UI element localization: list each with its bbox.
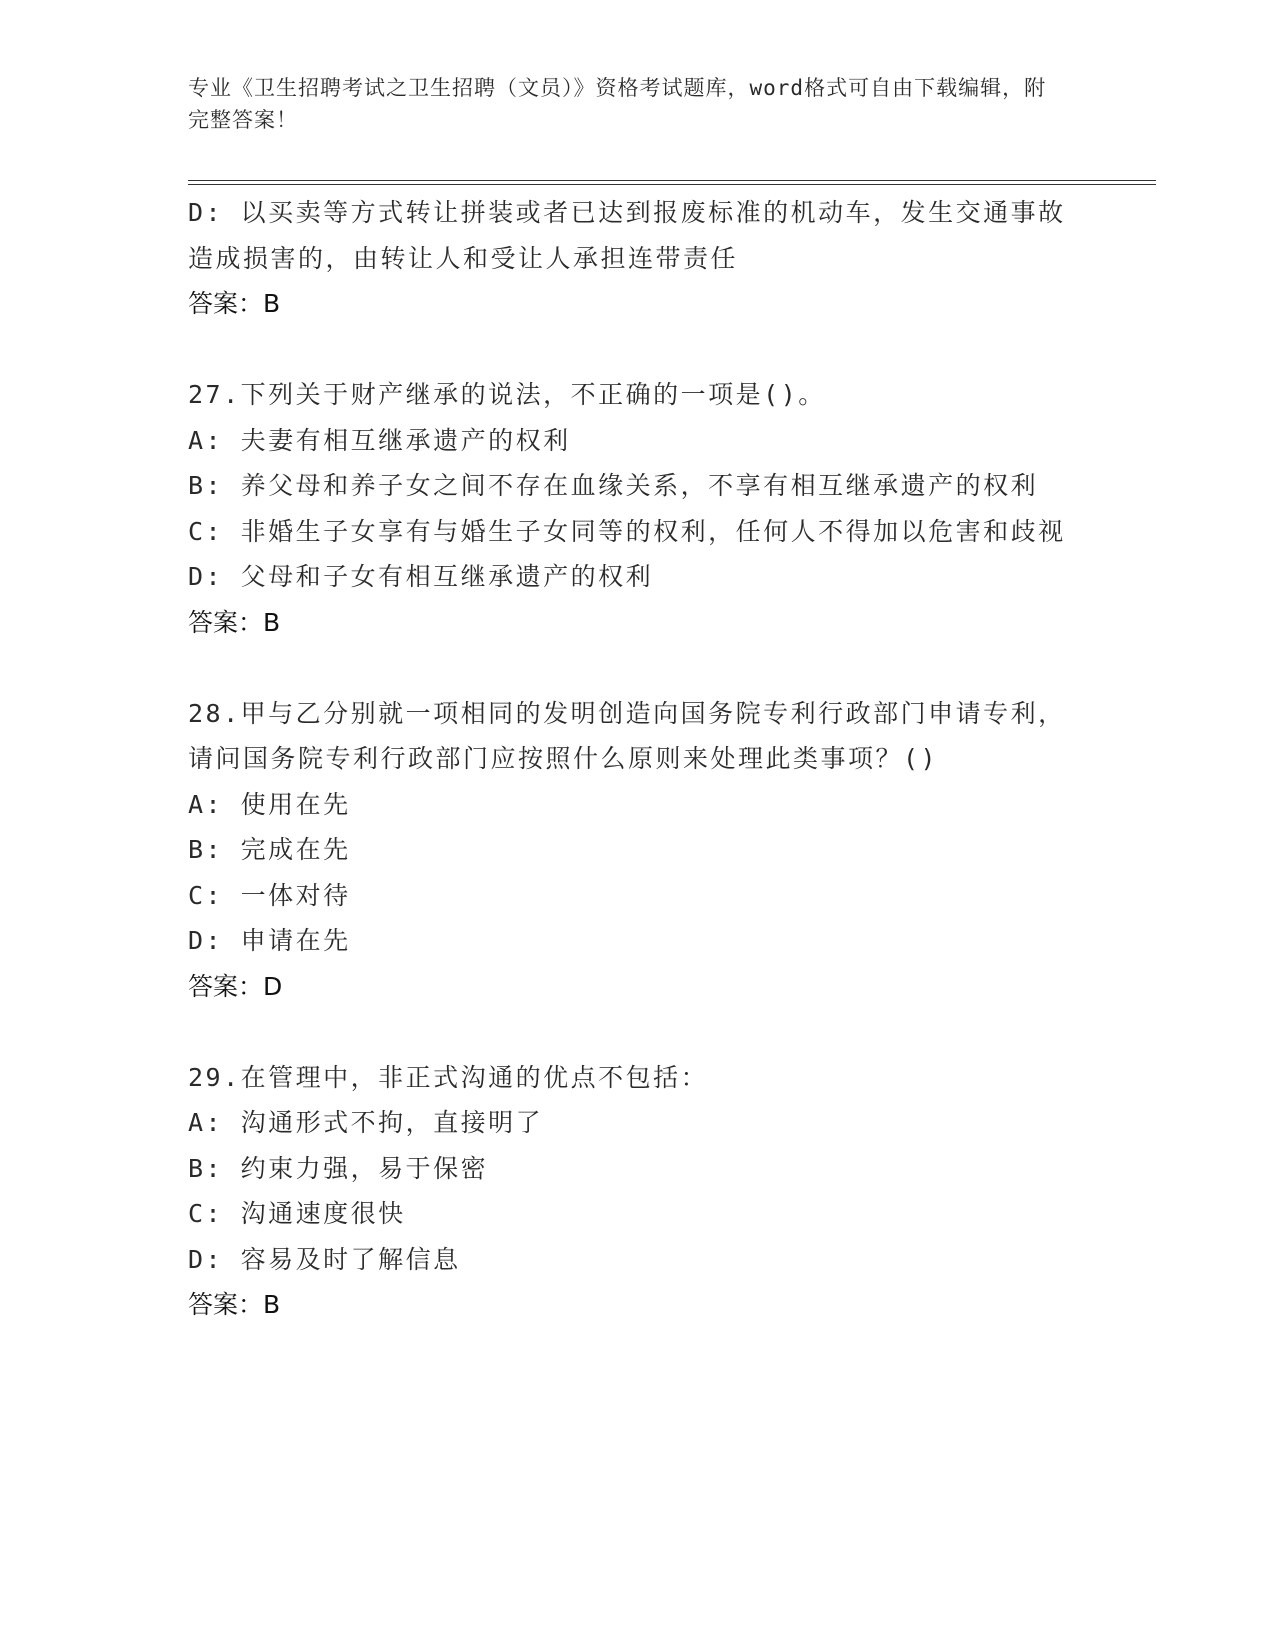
question-block-29 <box>188 1055 1088 1328</box>
header-divider-bottom <box>188 184 1156 185</box>
option-d: D: 父母和子女有相互继承遗产的权利 <box>188 562 654 591</box>
spacer <box>188 327 1088 373</box>
spacer <box>188 645 1088 691</box>
question-block-continued <box>188 190 1088 327</box>
question-list <box>188 190 1088 1328</box>
option-b: B: 约束力强，易于保密 <box>188 1153 489 1183</box>
question-block-27 <box>188 372 1088 645</box>
option-b: B: 完成在先 <box>188 835 351 864</box>
question-block-28 <box>188 691 1088 1010</box>
document-header: 专业《卫生招聘考试之卫生招聘（文员）》资格考试题库，word格式可自由下载编辑，附完整答案！ <box>188 76 1047 132</box>
question-text: 29.在管理中，非正式沟通的优点不包括： <box>188 1062 709 1092</box>
spacer <box>188 1009 1088 1055</box>
option-c: C: 非婚生子女享有与婚生子女同等的权利，任何人不得加以危害和歧视 <box>188 516 1066 546</box>
option-b: B: 养父母和养子女之间不存在血缘关系，不享有相互继承遗产的权利 <box>188 471 1039 500</box>
option-a: A: 沟通形式不拘，直接明了 <box>188 1108 544 1137</box>
answer-line: 答案：B <box>188 1290 281 1319</box>
answer-line: 答案：D <box>188 971 283 1001</box>
question-text: 28.甲与乙分别就一项相同的发明创造向国务院专利行政部门申请专利，请问国务院专利行政部门应按照什么原则来处理此类事项？() <box>188 698 1066 773</box>
option-a: A: 夫妻有相互继承遗产的权利 <box>188 425 571 455</box>
option-c: C: 一体对待 <box>188 880 351 910</box>
option-d: D: 以买卖等方式转让拼装或者已达到报废标准的机动车，发生交通事故造成损害的，由转让人和受让人承担连带责任 <box>188 198 1066 273</box>
option-a: A: 使用在先 <box>188 789 351 819</box>
option-d: D: 容易及时了解信息 <box>188 1244 461 1274</box>
question-text: 27.下列关于财产继承的说法，不正确的一项是()。 <box>188 380 826 409</box>
option-d: D: 申请在先 <box>188 926 351 955</box>
option-c: C: 沟通速度很快 <box>188 1199 406 1228</box>
answer-line: 答案：B <box>188 607 281 637</box>
answer-line: 答案：B <box>188 289 281 318</box>
header-divider-top <box>188 180 1156 181</box>
